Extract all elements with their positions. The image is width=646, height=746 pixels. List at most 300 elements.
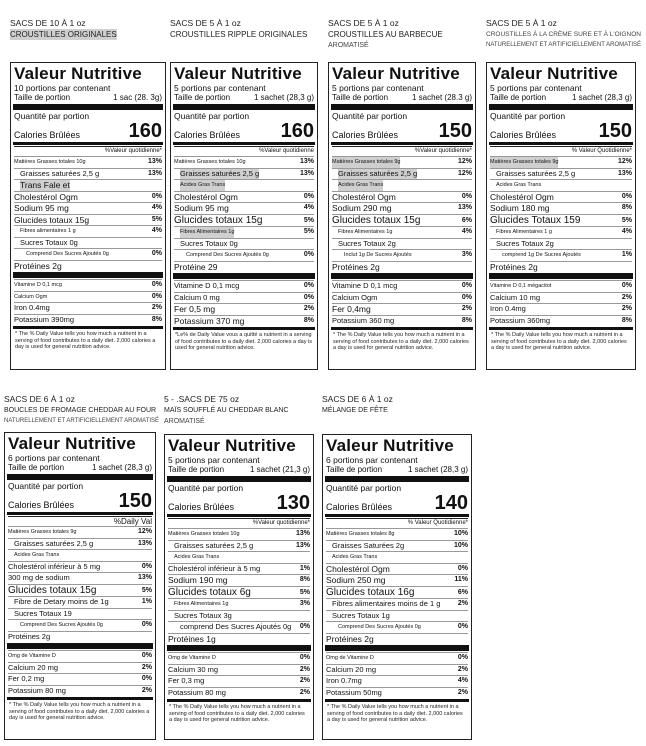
nutrient-dv: 0% (461, 192, 472, 200)
nutrition-panel-sour-cream-onion-chips (486, 18, 642, 370)
pack-size: SACS DE 5 À 1 oz (486, 18, 557, 28)
nutrient-name: Trans Fale et (20, 180, 70, 190)
nutrient-row (326, 574, 468, 586)
nutrient-name: Sucres Totaux 3g (174, 610, 232, 620)
nutrient-dv: 0% (141, 562, 152, 570)
nutrient-dv: 4% (151, 227, 162, 234)
nutrient-name: Graisses saturées 2,5 g (174, 540, 254, 550)
nutrient-name: Protéines 1g (168, 633, 216, 644)
nutrient-dv: 0% (151, 281, 162, 288)
nutrient-row (8, 549, 152, 561)
nutrient-row (8, 662, 152, 674)
nutrient-dv: 0% (141, 675, 152, 682)
nutrient-name: Inclut 1g De Sucres Ajoutés (344, 252, 412, 258)
nutrient-name: Matières Grasses totales 10g (168, 531, 240, 537)
nutrient-row (332, 226, 472, 238)
nutrient-dv: 2% (461, 305, 472, 312)
calories-row (14, 121, 162, 141)
nutrient-row (174, 303, 314, 315)
nutrient-row (168, 675, 310, 687)
nutrient-name: Cholestérol Ogm (490, 191, 554, 202)
serving-size-value: 1 sachet (28,3 g) (91, 463, 152, 472)
nutrition-facts-label (328, 62, 476, 370)
nutrient-dv: 2% (299, 688, 310, 696)
product-header (4, 394, 160, 427)
daily-value-header: %Valeur quotidienne (174, 146, 314, 156)
nutrient-row (326, 586, 468, 599)
nutrient-row (168, 633, 310, 645)
nutrient-name: Cholestérol Ogm (332, 191, 396, 202)
calories-value: 130 (276, 492, 310, 514)
nutrient-row (332, 280, 472, 292)
medium-rule (7, 697, 153, 700)
nutrient-dv: 2% (457, 600, 468, 607)
nutrient-dv: 5% (151, 215, 162, 223)
amount-per-serving: Quantité par portion (14, 111, 90, 121)
nutrient-row (326, 563, 468, 575)
nutrient-name: Fibres alimentaires 1 g (20, 228, 76, 234)
serving-size-row (332, 93, 472, 103)
nutrient-row (168, 687, 310, 699)
nutrient-dv: 0% (151, 292, 162, 300)
product-name: CROUSTILLES RIPPLE ORIGINALES (170, 30, 308, 39)
nutrient-row (332, 156, 472, 168)
serving-size-label: Taille de portion (168, 465, 225, 474)
nutrition-panel-original-chips (10, 18, 166, 370)
nutrient-name: Potassium 370 mg (174, 315, 245, 326)
nutrient-dv: 13% (299, 158, 314, 165)
pack-size: SACS DE 5 À 1 oz (328, 18, 399, 28)
thick-rule (167, 645, 311, 651)
nutrient-dv: 1% (621, 251, 632, 258)
nutrient-row (326, 687, 468, 699)
nutrition-facts-label (322, 434, 472, 740)
nutrient-row (174, 168, 314, 180)
nutrient-dv: 0% (621, 282, 632, 289)
nutrient-name: Cholestérol inférieur à 5 mg (8, 561, 101, 571)
daily-value-header: % Valeur Quotidienne* (326, 518, 468, 528)
thick-rule (489, 104, 633, 110)
nutrient-row (8, 619, 152, 631)
nutrient-dv: 4% (457, 677, 468, 684)
nutrient-name: Fibres alimentaires moins de 1 g (332, 599, 441, 608)
nutrient-name: Glucides totaux 15g (174, 214, 263, 226)
nutrient-dv: 13% (295, 541, 310, 549)
flavor-note: NATURELLEMENT ET ARTIFICIELLEMENT AROMATISÉ (4, 418, 160, 424)
daily-value-header: %Daily Val (8, 516, 152, 526)
nutrient-name: Matières Grasses totales 8g (326, 531, 395, 537)
nutrient-dv: 2% (621, 293, 632, 301)
medium-rule (489, 142, 633, 145)
nutrient-dv: 2% (141, 663, 152, 671)
nutrient-row (174, 280, 314, 292)
nutrient-row (490, 156, 632, 168)
nutrient-name: Glucides totaux 6g (168, 586, 251, 598)
nutrient-row (326, 540, 468, 552)
nutrient-dv: 12% (617, 158, 632, 165)
nutrient-dv: 4% (461, 228, 472, 235)
nutrient-row (332, 315, 472, 327)
product-name: MÉLANGE DE FÊTE (322, 407, 388, 414)
nutrient-name: Calcium 10 mg (490, 292, 541, 302)
nutrient-row (168, 621, 310, 633)
medium-rule (167, 514, 311, 517)
medium-rule (173, 327, 315, 330)
serving-size-label: Taille de portion (174, 93, 231, 102)
nutrient-name: Graisses saturées 2,5 g (14, 538, 94, 548)
nutrient-name: Potassium 80 mg (8, 685, 66, 695)
nutrient-name: Vitamine D 0,1 mcg (14, 282, 62, 288)
nutrient-dv: 3% (299, 600, 310, 607)
nutrient-dv: 0% (299, 654, 310, 661)
medium-rule (331, 327, 473, 330)
nutrient-name: Calcium 0 mg (174, 292, 220, 302)
nutrient-name: Omg de Vitamine D (168, 655, 216, 661)
label-footnote: * The % Daily Value tells you how much a nutrient in a serving of food contributes to a daily diet. 2,000 calories a day is used for general nutrition advice. (333, 332, 469, 351)
nutrient-name: Comprend Des Sucres Ajoutés 0g (26, 251, 109, 257)
serving-size-label: Taille de portion (332, 93, 389, 102)
thick-rule (173, 273, 315, 279)
label-title: Valeur Nutritive (326, 436, 454, 455)
nutrition-panel-cheddar-curls (4, 394, 160, 746)
medium-rule (167, 699, 311, 702)
nutrient-row (326, 528, 468, 540)
amount-per-serving: Quantité par portion (168, 483, 244, 493)
nutrient-row (14, 302, 162, 314)
nutrient-name: Acides Gras Trans (332, 554, 378, 560)
flavor-note: AROMATISÉ (328, 42, 369, 49)
nutrient-name: Sucres Totaux 0g (180, 238, 238, 248)
serving-size-row (168, 465, 310, 475)
nutrient-dv: 8% (461, 316, 472, 324)
nutrient-dv: 0% (461, 293, 472, 301)
nutrient-dv: 3% (461, 251, 472, 258)
nutrient-name: Protéine 29 (174, 261, 218, 272)
nutrient-row (490, 168, 632, 180)
nutrient-dv: 10% (453, 530, 468, 537)
nutrient-name: 300 mg de sodium (8, 573, 70, 582)
nutrient-row (168, 664, 310, 676)
nutrient-row (174, 292, 314, 304)
calories-value: 160 (280, 120, 314, 142)
nutrient-row (14, 191, 162, 203)
nutrition-panel-white-cheddar-popcorn (164, 394, 314, 746)
nutrient-row (8, 631, 152, 643)
nutrient-dv: 5% (303, 216, 314, 224)
serving-size-label: Taille de portion (490, 93, 547, 102)
nutrient-dv: 12% (457, 158, 472, 165)
product-header (322, 394, 472, 416)
flavor-note: AROMATISÉ (164, 418, 205, 425)
nutrient-dv: 2% (151, 304, 162, 311)
nutrient-row (8, 650, 152, 662)
nutrient-dv: 0% (461, 282, 472, 289)
nutrient-row (326, 664, 468, 676)
calories-row (168, 493, 310, 513)
nutrient-dv: 0% (303, 282, 314, 289)
label-title: Valeur Nutritive (14, 64, 142, 83)
calories-row (174, 121, 314, 141)
nutrient-dv: 0% (151, 192, 162, 200)
nutrient-row (14, 260, 162, 272)
nutrient-name: Sodium 290 mg (332, 203, 392, 213)
nutrient-dv: 0% (303, 192, 314, 200)
nutrient-name: Vitamine D 0,1 mcg (174, 281, 240, 290)
daily-value-header: % Valeur Quotidienne* (490, 146, 632, 156)
nutrient-row (332, 261, 472, 273)
amount-per-serving: Quantité par portion (490, 111, 566, 121)
nutrient-name: Potassium 80 mg (168, 687, 226, 697)
product-name: CROUSTILLES AU BARBECUE (328, 30, 443, 39)
nutrient-dv: 13% (137, 574, 152, 581)
product-name: CROUSTILLES ORIGINALES (10, 30, 117, 39)
nutrient-row (326, 675, 468, 687)
nutrient-dv: 0% (151, 250, 162, 257)
nutrient-name: Sucres Totaux 1g (332, 610, 390, 620)
nutrition-panel-ripple-chips (170, 18, 318, 370)
nutrient-row (168, 540, 310, 552)
serving-size-value: 1 sac (28. 3g) (113, 93, 162, 102)
nutrient-row (174, 238, 314, 250)
product-name: MAÏS SOUFFLÉ AU CHEDDAR BLANC (164, 407, 289, 414)
serving-size-value: 1 sachet (21,3 g) (249, 465, 310, 474)
nutrient-row (14, 248, 162, 260)
calories-value: 150 (598, 120, 632, 142)
nutrient-row (490, 249, 632, 261)
nutrient-dv: 0% (299, 623, 310, 630)
nutrient-row (8, 608, 152, 620)
nutrient-row (14, 202, 162, 214)
label-title: Valeur Nutritive (332, 64, 460, 83)
nutrient-row (174, 202, 314, 214)
nutrient-row (490, 238, 632, 250)
serving-size-value: 1 sachet (28,3 g) (407, 465, 468, 474)
nutrient-dv: 2% (457, 665, 468, 673)
nutrient-dv: 5% (303, 228, 314, 235)
calories-label: Calories Brûlées (490, 130, 557, 140)
nutrient-dv: 13% (295, 530, 310, 537)
label-footnote: *Le% de Daily Value vous a quitté a nutrient in a serving of food contributes to a daily diet. 2,000 calories a day is used for general nutrition advice. (175, 332, 312, 351)
nutrient-name: Cholestérol Ogm (174, 191, 238, 202)
calories-label: Calories Brûlées (174, 130, 241, 140)
nutrient-dv: 12% (457, 169, 472, 177)
nutrition-facts-label (4, 432, 156, 740)
nutrient-row (8, 685, 152, 697)
nutrient-dv: 4% (303, 204, 314, 211)
product-name: BOUCLES DE FROMAGE CHEDDAR AU FOUR (4, 407, 157, 414)
nutrient-row (332, 303, 472, 315)
nutrient-dv: 6% (461, 216, 472, 224)
calories-row (326, 493, 468, 513)
serving-size-row (326, 465, 468, 475)
daily-value-header: %Valeur quotidienne* (332, 146, 472, 156)
serving-size-row (490, 93, 632, 103)
product-name: CROUSTILLES À LA CRÈME SURE ET À L'OIGNON (486, 31, 641, 38)
thick-rule (325, 476, 469, 482)
nutrient-row (14, 314, 162, 326)
nutrient-name: comprend Des Sucres Ajoutés 0g (180, 622, 292, 631)
label-title: Valeur Nutritive (174, 64, 302, 83)
nutrient-row (490, 179, 632, 191)
nutrient-row (8, 561, 152, 573)
servings-per-container: 10 portions par contenant (14, 83, 111, 93)
nutrient-dv: 13% (617, 169, 632, 177)
nutrient-row (490, 303, 632, 315)
serving-size-value: 1 sachet (28.3 g) (411, 93, 472, 102)
nutrient-name: Fibres Alimentaires 1g (338, 229, 393, 235)
thick-rule (13, 272, 163, 278)
nutrient-dv: 13% (147, 158, 162, 165)
nutrient-name: Fer 0,5 mg (174, 304, 216, 314)
nutrient-dv: 4% (621, 228, 632, 235)
nutrient-name: Calcium 20 mg (326, 664, 377, 674)
medium-rule (489, 327, 633, 330)
nutrient-row (14, 156, 162, 168)
nutrient-dv: 1% (141, 598, 152, 605)
serving-size-row (8, 463, 152, 473)
nutrition-facts-label (486, 62, 636, 370)
label-footnote: * The % Daily Value tells you how much a nutrient in a serving of food contributes to a daily diet. 2,000 calories a day is used for general nutrition advice. (327, 704, 463, 723)
servings-per-container: 6 portions par contenant (8, 453, 100, 463)
nutrient-dv: 0% (621, 192, 632, 200)
nutrient-row (14, 168, 162, 180)
nutrient-name: Calcium Ogm (332, 292, 378, 302)
calories-label: Calories Brûlées (8, 500, 75, 510)
servings-per-container: 5 portions par contenant (332, 83, 424, 93)
nutrient-name: Iron 0.7mg (326, 676, 362, 685)
calories-label: Calories Brûlées (14, 130, 81, 140)
nutrient-dv: 6% (457, 588, 468, 596)
nutrient-name: Protéines 2g (332, 261, 380, 272)
nutrient-dv: 13% (457, 204, 472, 211)
nutrient-dv: 13% (137, 539, 152, 547)
nutrient-name: Cholestérol Ogm (326, 563, 390, 574)
nutrient-row (168, 586, 310, 599)
nutrient-row (326, 598, 468, 610)
calories-value: 150 (118, 490, 152, 512)
nutrient-name: Vitamine D 0,1 mégacitot (490, 283, 552, 289)
nutrient-row (326, 633, 468, 645)
nutrient-row (168, 610, 310, 622)
calories-row (332, 121, 472, 141)
nutrient-name: Graisses saturées 2,5 g (496, 168, 576, 178)
nutrient-name: Fer 0,3 mg (168, 676, 205, 685)
nutrient-row (174, 315, 314, 327)
nutrient-name: Fibre de Detary moins de 1g (14, 597, 109, 606)
nutrient-row (14, 237, 162, 249)
nutrient-row (8, 572, 152, 584)
nutrient-name: Cholestérol Ogm (14, 191, 78, 202)
nutrient-row (14, 279, 162, 291)
medium-rule (325, 699, 469, 702)
pack-size: SACS DE 6 À 1 oz (4, 394, 75, 404)
nutrient-row (168, 528, 310, 540)
nutrient-dv: 8% (621, 316, 632, 324)
calories-label: Calories Brûlées (168, 502, 235, 512)
nutrient-dv: 5% (299, 588, 310, 596)
nutrient-name: Protéines 2g (326, 633, 374, 644)
calories-label: Calories Brûlées (326, 502, 393, 512)
nutrient-name: Graisses saturées 2,5 g (20, 168, 100, 178)
nutrient-dv: 0% (457, 564, 468, 572)
daily-value-header: %Valeur quotidienne* (14, 146, 162, 156)
nutrient-dv: 0% (303, 293, 314, 301)
calories-value: 150 (438, 120, 472, 142)
nutrient-name: Glucides totaux 16g (326, 586, 415, 598)
thick-rule (331, 273, 473, 279)
nutrient-dv: 13% (147, 169, 162, 177)
nutrient-row (326, 621, 468, 633)
nutrient-row (326, 551, 468, 563)
nutrient-dv: 1% (299, 564, 310, 572)
nutrient-name: Acides Gras Trans (14, 552, 60, 558)
nutrient-name: Acides Gras Trans (496, 182, 542, 188)
medium-rule (7, 512, 153, 515)
nutrient-dv: 8% (151, 315, 162, 323)
nutrient-row (490, 214, 632, 227)
nutrient-dv: 0% (457, 654, 468, 661)
thick-rule (325, 645, 469, 651)
product-header (10, 18, 166, 40)
nutrient-dv: 10% (453, 541, 468, 549)
label-title: Valeur Nutritive (168, 436, 296, 455)
nutrient-row (490, 315, 632, 327)
nutrient-name: Matières Grasses totales 10g (174, 159, 246, 165)
nutrient-name: Protéines 2g (14, 260, 62, 271)
nutrient-dv: 12% (137, 528, 152, 535)
label-title: Valeur Nutritive (490, 64, 618, 83)
nutrient-row (174, 214, 314, 227)
pack-size: 5 - .SACS DE 75 oz (164, 394, 240, 404)
thick-rule (331, 104, 473, 110)
nutrient-row (174, 261, 314, 273)
amount-per-serving: Quantité par portion (332, 111, 408, 121)
nutrient-name: Sucres Totaux 2g (496, 238, 554, 248)
nutrient-name: Sodium 250 mg (326, 575, 386, 585)
nutrient-name: Sodium 180 mg (490, 203, 550, 213)
calories-label: Calories Brûlées (332, 130, 399, 140)
nutrient-name: Iron 0.4mg (14, 303, 50, 312)
serving-size-row (174, 93, 314, 103)
amount-per-serving: Quantité par portion (8, 481, 84, 491)
nutrient-row (174, 249, 314, 261)
nutrient-name: Omg de Vitamine D (8, 653, 56, 659)
nutrient-dv: 5% (621, 216, 632, 224)
nutrient-name: Sucres Totaux 0g (20, 237, 78, 247)
thick-rule (167, 476, 311, 482)
nutrient-name: Comprend Des Sucres Ajoutés 0g (338, 624, 421, 630)
servings-per-container: 5 portions par contenant (490, 83, 582, 93)
nutrition-panel-party-mix (322, 394, 472, 746)
nutrient-name: Glucides Totaux 159 (490, 214, 581, 226)
nutrient-name: Cholestérol inférieur à 5 mg (168, 563, 261, 573)
nutrient-row (8, 596, 152, 608)
label-footnote: * The % Daily Value tells you how much a nutrient in a serving of food contributes to a daily diet. 2,000 calories a day is used for general nutrition advice. (9, 702, 150, 721)
flavor-note: NATURELLEMENT ET ARTIFICIELLEMENT AROMATISÉ (486, 42, 642, 48)
nutrient-row (332, 202, 472, 214)
nutrient-name: Acides Gras Trans (174, 554, 220, 560)
nutrient-name: Sucres Totaux 19 (14, 608, 72, 618)
nutrient-name: Matières Grasses totales 9g (8, 529, 77, 535)
nutrient-dv: 11% (454, 576, 468, 583)
nutrient-dv: 2% (141, 686, 152, 694)
calories-value: 140 (434, 492, 468, 514)
thick-rule (13, 104, 163, 110)
nutrition-facts-label (170, 62, 318, 370)
nutrient-name: Graisses Saturées 2g (332, 540, 405, 550)
nutrient-dv: 0% (141, 621, 152, 628)
nutrient-row (174, 156, 314, 168)
